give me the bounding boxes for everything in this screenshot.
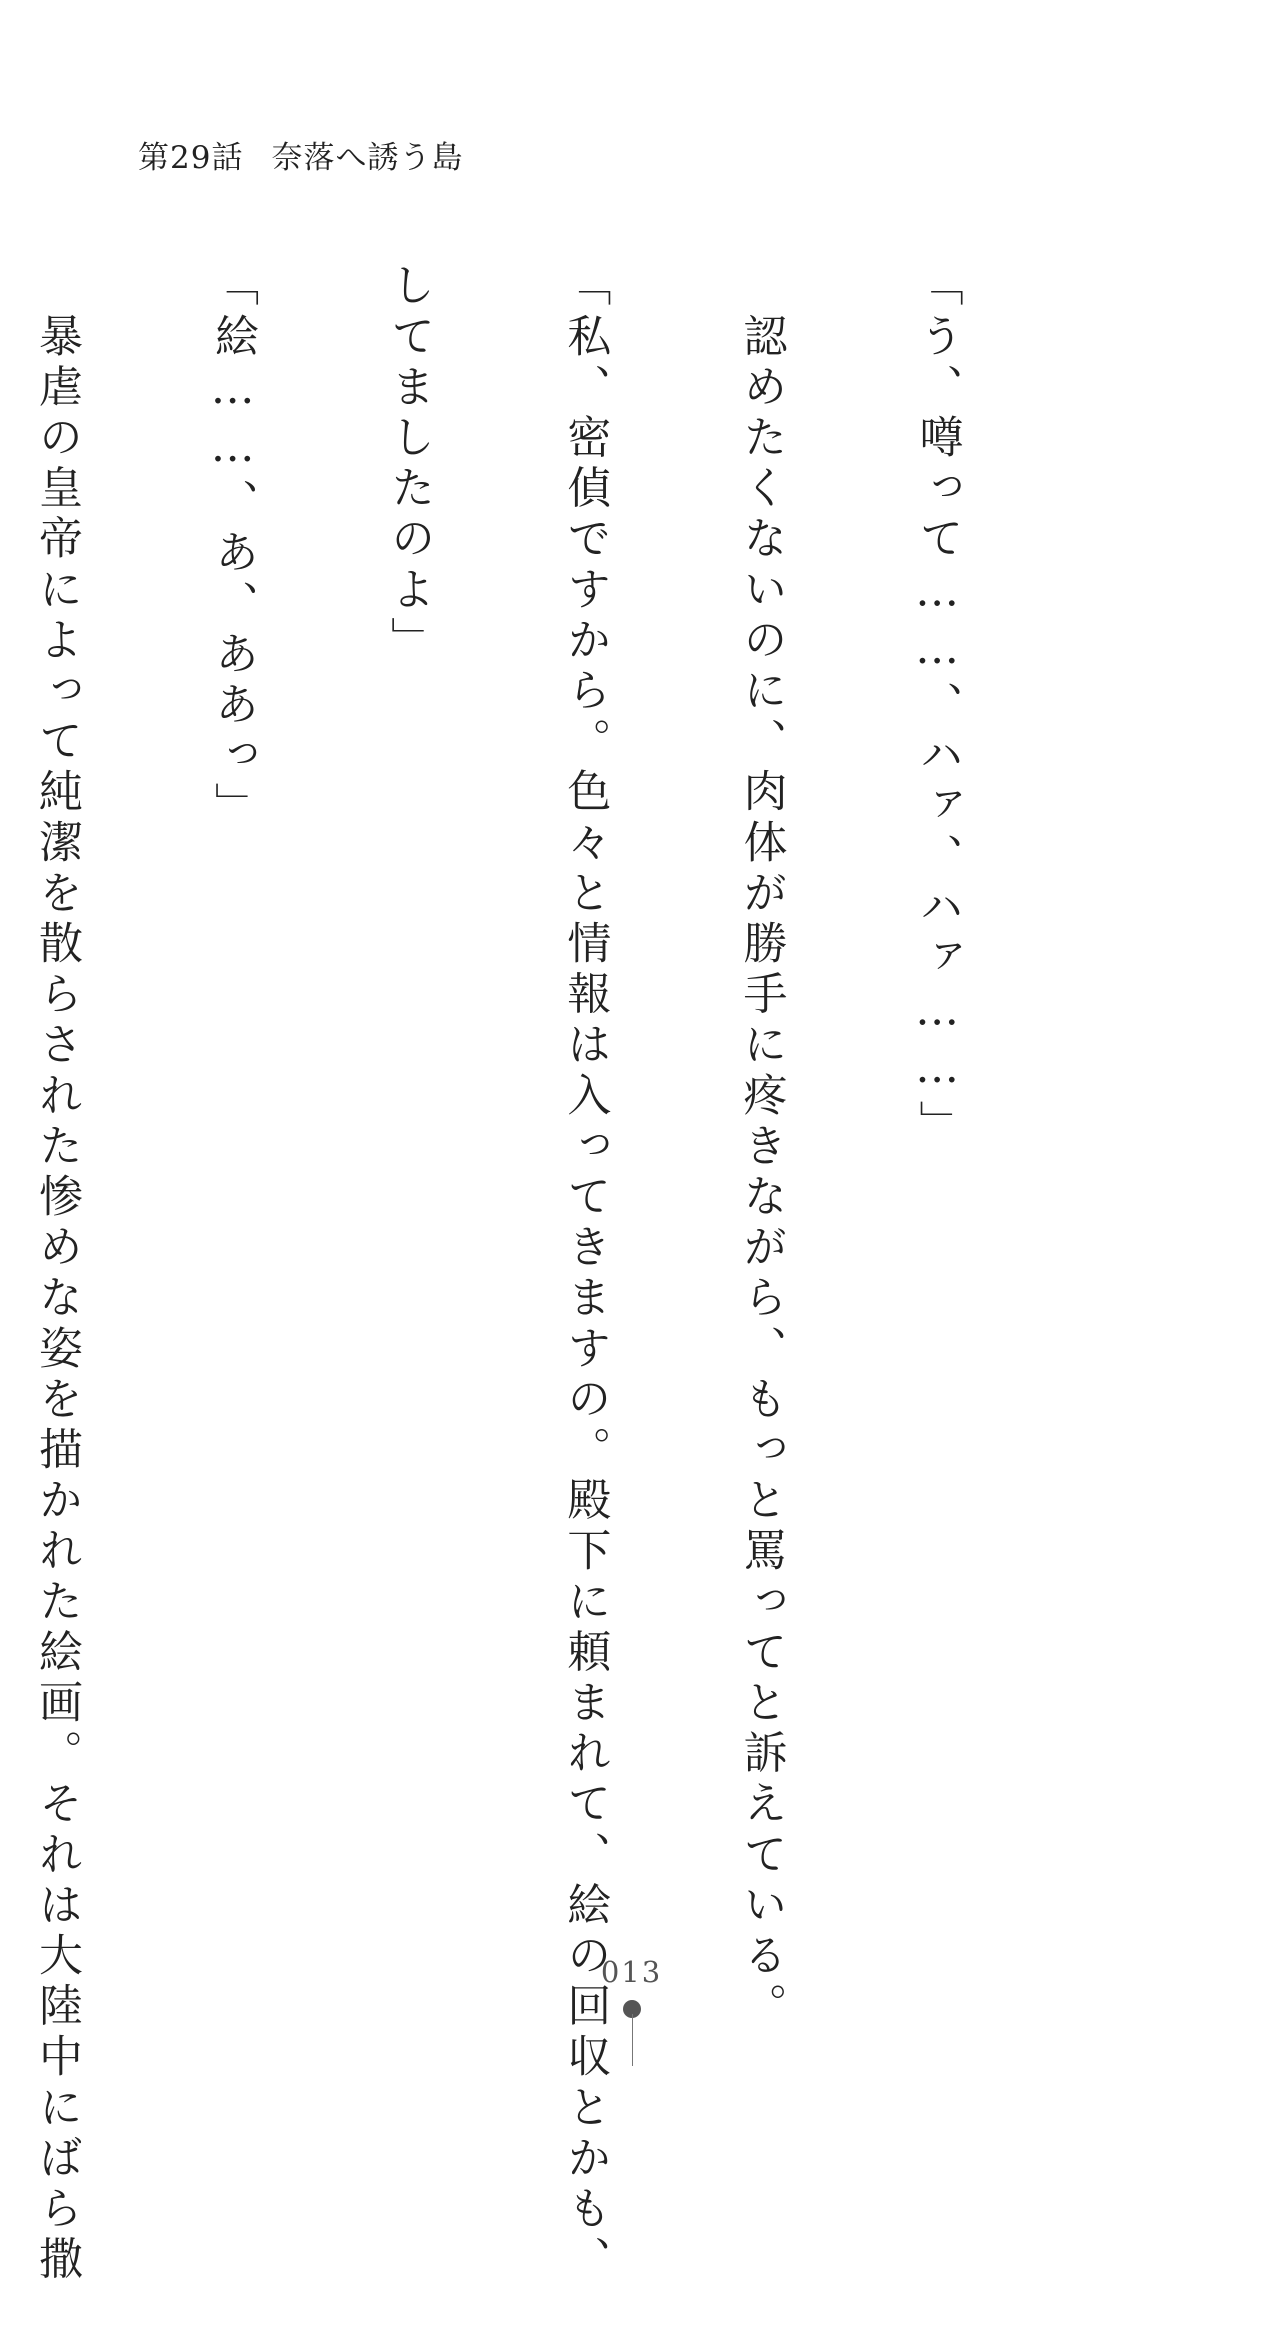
text-line: 「絵……、あ、ああっ」 xyxy=(207,262,259,833)
text-line: 「私、密偵ですから。色々と情報は入ってきますの。殿下に頼まれて、絵の回収とかも、 xyxy=(559,262,611,2286)
text-line: してましたのよ」 xyxy=(383,262,435,667)
page-number: 013 xyxy=(600,1955,663,1989)
chapter-title: 奈落へ誘う島 xyxy=(271,140,464,176)
chapter-header xyxy=(138,138,463,178)
text-line: 暴虐の皇帝によって純潔を散らされた惨めな姿を描かれた絵画。それは大陸中にばら撒 xyxy=(31,262,83,2286)
chapter-number: 第29話 xyxy=(138,140,244,176)
text-line: 認めたくないのに、肉体が勝手に疼きながら、もっと罵ってと訴えている。 xyxy=(735,262,787,2033)
text-line: 「う、噂って……、ハァ、ハァ……」 xyxy=(911,262,963,1151)
folio-rule xyxy=(632,2014,633,2066)
